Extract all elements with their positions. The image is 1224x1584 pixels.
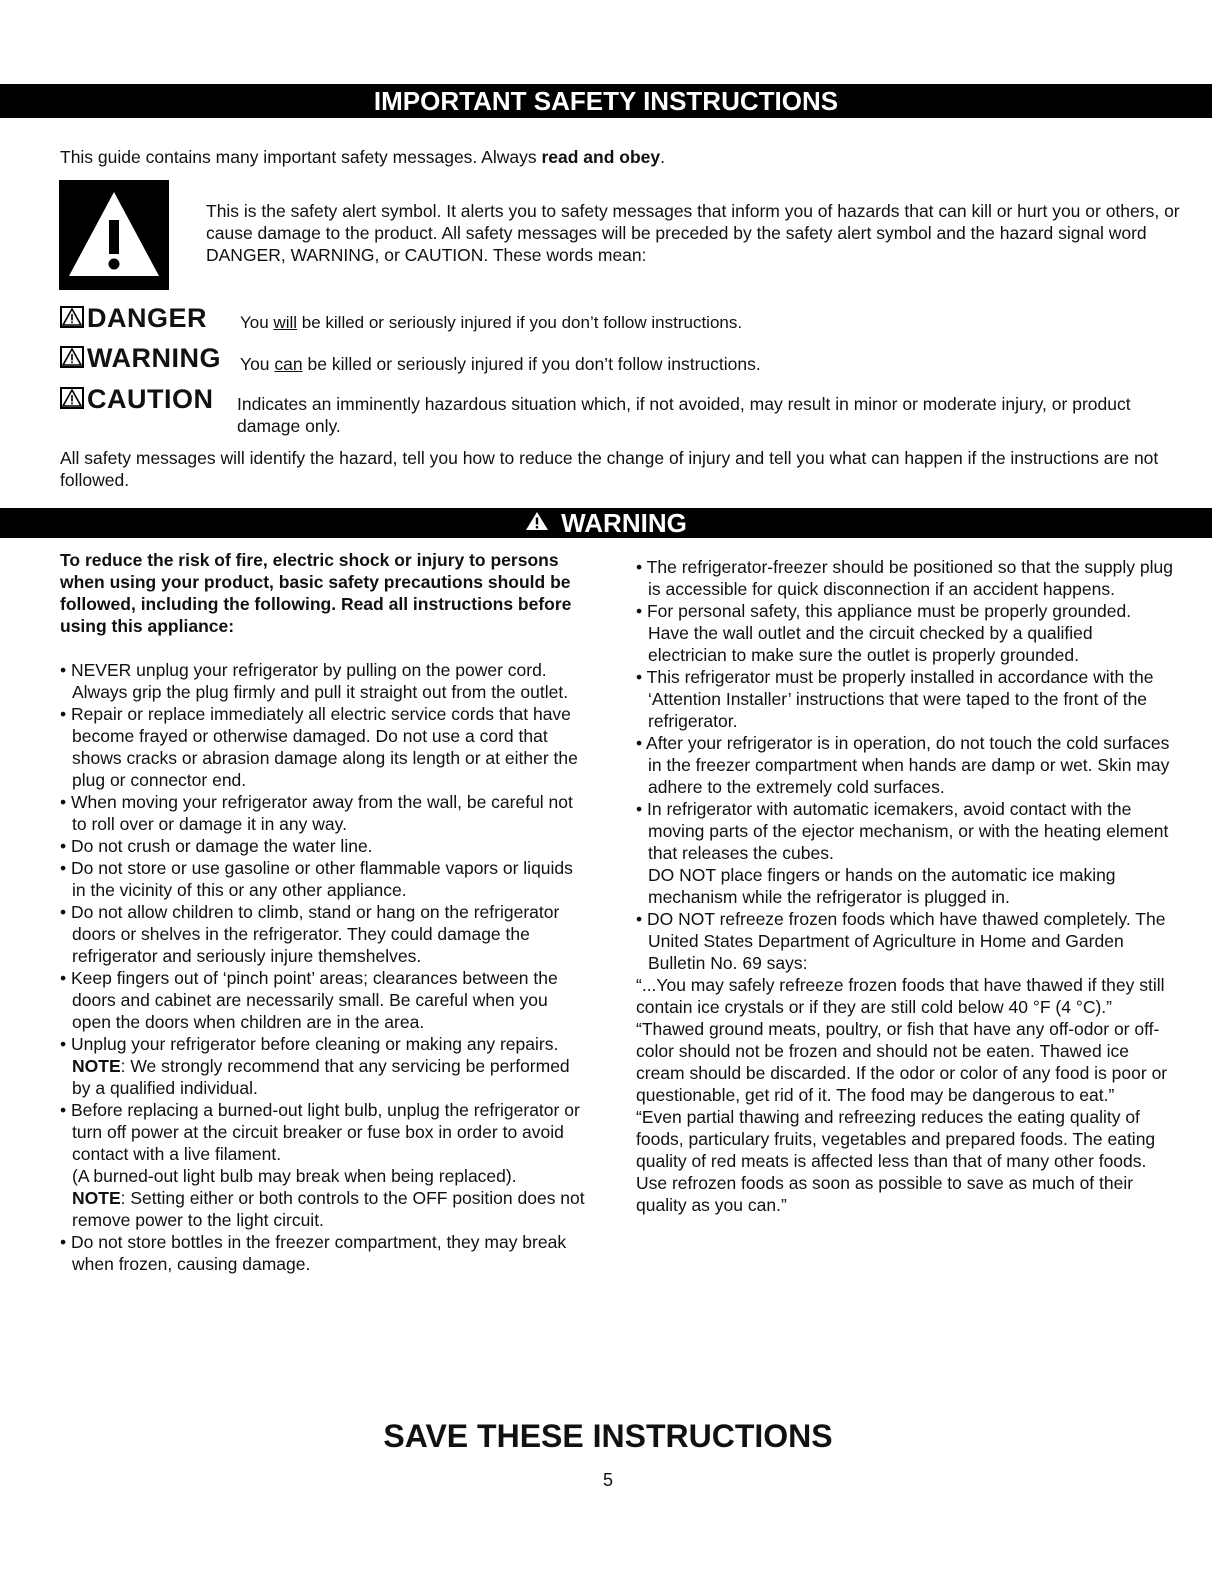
warning-label: WARNING xyxy=(60,343,221,374)
list-item: • After your refrigerator is in operation, do not touch the cold surfaces in the freezer compartment when hands are damp or wet. Skin may adhere to the extremely cold surfaces. xyxy=(636,733,1170,797)
warning-bar xyxy=(0,508,1212,538)
list-item: • Do not store bottles in the freezer compartment, they may break when frozen, causing damage. xyxy=(60,1232,567,1274)
list-item: • NEVER unplug your refrigerator by pulling on the power cord. Always grip the plug firmly and pull it straight out from the outlet. xyxy=(60,660,569,702)
page-title: IMPORTANT SAFETY INSTRUCTIONS xyxy=(373,86,839,116)
right-column xyxy=(636,556,1176,1216)
list-item: • Unplug your refrigerator before cleaning or making any repairs. NOTE: We strongly recommend that any servicing be performed by a qualified individual. xyxy=(60,1034,570,1098)
list-item: • Do not store or use gasoline or other flammable vapors or liquids in the vicinity of this or any other appliance. xyxy=(60,858,573,900)
list-item: • This refrigerator must be properly installed in accordance with the ‘Attention Installer’ instructions that were taped to the front of the refrigerator. xyxy=(636,667,1154,731)
quote-paragraph: “...You may safely refreeze frozen foods that have thawed if they still contain ice crystals or if they are still cold below 40 °F (4 °C).” xyxy=(636,975,1165,1017)
warning-triangle-icon xyxy=(525,507,549,537)
warning-description: You can be killed or seriously injured if you don’t follow instructions. xyxy=(240,354,761,374)
alert-triangle-icon xyxy=(60,306,84,328)
lead-paragraph: To reduce the risk of fire, electric shock or injury to persons when using your product, basic safety precautions should be followed, including the following. Read all instructions before using this appliance: xyxy=(60,550,572,636)
alert-triangle-icon xyxy=(60,387,84,409)
caution-label: CAUTION xyxy=(60,384,214,415)
left-column xyxy=(60,549,585,1275)
all-messages-text: All safety messages will identify the hazard, tell you how to reduce the change of injury and tell you what can happen if the instructions are not followed. xyxy=(60,448,1159,490)
list-item: • Keep fingers out of ‘pinch point’ areas; clearances between the doors and cabinet are necessarily small. Be careful when you open the doors when children are in the area. xyxy=(60,968,558,1032)
quote-paragraph: “Thawed ground meats, poultry, or fish that have any off-odor or off-color should not be frozen and should not be eaten. Thawed ice cream should be discarded. If the odor or color of any food is poor or questionable, get rid of it. The food may be dangerous to eat.” xyxy=(636,1019,1168,1105)
header-bar xyxy=(0,84,1212,118)
caution-description: Indicates an imminently hazardous situation which, if not avoided, may result in minor or moderate injury, or product damage only. xyxy=(237,394,1131,436)
warning-bar-title: WARNING xyxy=(561,508,687,538)
list-item: • In refrigerator with automatic icemakers, avoid contact with the moving parts of the ejector mechanism, or with the heating element that releases the cubes. DO NOT place fingers or hands on the automatic ice making mechanism while the refrigerator is plugged in. xyxy=(636,799,1169,907)
danger-description: You will be killed or seriously injured if you don’t follow instructions. xyxy=(240,313,743,332)
list-item: • The refrigerator-freezer should be positioned so that the supply plug is accessible for quick disconnection if an accident happens. xyxy=(636,557,1173,599)
list-item: • Do not crush or damage the water line. xyxy=(60,836,373,856)
alert-description: This is the safety alert symbol. It alerts you to safety messages that inform you of hazards that can kill or hurt you or others, or cause damage to the product. All safety messages will be preceded by the safety alert symbol and the hazard signal word DANGER, WARNING, or CAUTION. These words mean: xyxy=(206,201,1180,265)
danger-label: DANGER xyxy=(60,303,207,334)
list-item: • Repair or replace immediately all electric service cords that have become frayed or otherwise damaged. Do not use a cord that shows cracks or abrasion damage along its length or at either the plug or connector end. xyxy=(60,704,578,790)
list-item: • For personal safety, this appliance must be properly grounded. Have the wall outlet and the circuit checked by a qualified electrician to make sure the outlet is properly grounded. xyxy=(636,601,1132,665)
list-item: • When moving your refrigerator away from the wall, be careful not to roll over or damage it in any way. xyxy=(60,792,573,834)
safety-alert-icon xyxy=(59,180,169,290)
alert-triangle-icon xyxy=(60,346,84,368)
intro-text: This guide contains many important safety messages. Always read and obey. xyxy=(60,147,666,167)
quote-paragraph: “Even partial thawing and refreezing reduces the eating quality of foods, particulary fruits, vegetables and prepared foods. The eating quality of red meats is affected less than that of many other foods. Use refrozen foods as soon as possible to save as much of their quality as you can.” xyxy=(636,1107,1156,1215)
list-item: • DO NOT refreeze frozen foods which have thawed completely. The United States Department of Agriculture in Home and Garden Bulletin No. 69 says: xyxy=(636,909,1166,973)
page-number: 5 xyxy=(602,1470,613,1490)
list-item: • Do not allow children to climb, stand or hang on the refrigerator doors or shelves in the refrigerator. They could damage the refrigerator and seriously injure themshelves. xyxy=(60,902,560,966)
list-item: • Before replacing a burned-out light bulb, unplug the refrigerator or turn off power at the circuit breaker or fuse box in order to avoid contact with a live filament. (A burned-out light bulb may break when being replaced). NOTE: Setting either or both controls to the OFF position does not remove power to the light circuit. xyxy=(60,1100,585,1230)
save-instructions-heading: SAVE THESE INSTRUCTIONS xyxy=(383,1418,833,1454)
